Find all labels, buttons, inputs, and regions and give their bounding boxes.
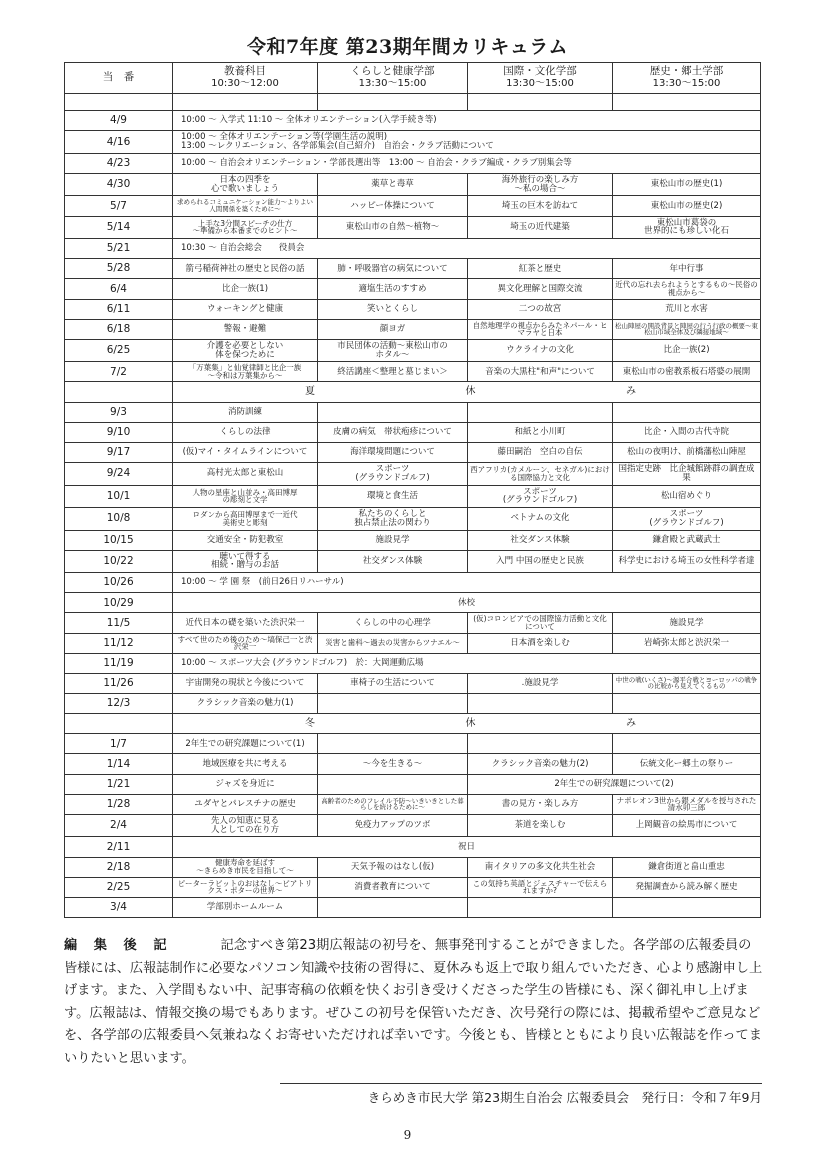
table-row xyxy=(65,857,761,877)
table-row xyxy=(65,814,761,837)
event-cell: 10:00 ～ 自治会オリエンテーション・学部長選出等 13:00 ～ 自治会・クラブ編成・クラブ別集会等 xyxy=(173,153,761,173)
course-cell: 消防訓練 xyxy=(173,402,318,422)
course-cell: ～今を生きる～ xyxy=(318,754,468,774)
course-cell: 年中行事 xyxy=(613,259,761,279)
row-date xyxy=(65,94,173,111)
table-row xyxy=(65,897,761,917)
course-cell: ハッピー体操について xyxy=(318,196,468,216)
table-header xyxy=(65,63,761,94)
table-row xyxy=(65,216,761,239)
course-cell: 茶道を楽しむ xyxy=(468,814,613,837)
row-date: 5/7 xyxy=(65,196,173,216)
course-cell: 皮膚の病気 帯状疱疹について xyxy=(318,422,468,442)
table-row xyxy=(65,530,761,550)
holiday-cell: 祝日 xyxy=(173,837,761,857)
course-cell xyxy=(468,734,613,754)
vacation-char: み xyxy=(626,717,638,729)
course-cell: 求められるコミュニケーション能力～よりよい人間関係を築くために～ xyxy=(173,196,318,216)
vacation-char: み xyxy=(626,385,638,397)
course-cell: 天気予報のはなし(仮) xyxy=(318,857,468,877)
header-duty: 当 番 xyxy=(65,63,173,94)
course-cell: 2年生での研究課題について(1) xyxy=(173,734,318,754)
table-row xyxy=(65,259,761,279)
row-date: 11/12 xyxy=(65,633,173,653)
course-cell xyxy=(318,897,468,917)
table-row xyxy=(65,239,761,259)
course-cell xyxy=(318,402,468,422)
table-row xyxy=(65,362,761,382)
course-cell: 松山宿めぐり xyxy=(613,485,761,508)
course-cell: 比企・入間の古代寺院 xyxy=(613,422,761,442)
event-cell: 10:00 ～ 入学式 11:10 ～ 全体オリエンテーション(入学手続き等) xyxy=(173,111,761,131)
row-date: 1/21 xyxy=(65,774,173,794)
holiday-cell: 休校 xyxy=(173,593,761,613)
row-date: 4/9 xyxy=(65,111,173,131)
course-cell: 発掘調査から読み解く歴史 xyxy=(613,877,761,897)
table-row xyxy=(65,111,761,131)
row-date: 12/3 xyxy=(65,694,173,714)
row-date: 9/3 xyxy=(65,402,173,422)
course-cell: ロダンから高田博厚まで一近代 美術史と彫刻 xyxy=(173,508,318,531)
row-date: 4/23 xyxy=(65,153,173,173)
course-cell: 東松山市葛袋の 世界的にも珍しい化石 xyxy=(613,216,761,239)
table-row xyxy=(65,299,761,319)
course-cell: スポーツ (グラウンドゴルフ) xyxy=(468,485,613,508)
course-cell: 先人の知恵に見る 人としての在り方 xyxy=(173,814,318,837)
row-date: 6/25 xyxy=(65,339,173,362)
table-row xyxy=(65,734,761,754)
table-row xyxy=(65,593,761,613)
table-row xyxy=(65,382,761,402)
table-row xyxy=(65,794,761,814)
course-cell: すべて世のため後のため～塙保己一と渋沢栄一 xyxy=(173,633,318,653)
row-date: 10/1 xyxy=(65,485,173,508)
course-cell: この気持ち英語とジェスチャーで伝えられますか? xyxy=(468,877,613,897)
course-cell: 近代の忘れ去られようとするもの～民俗の視点から～ xyxy=(613,279,761,299)
course-cell: ナポレオン3世から銀メダルを授与された清水卯三郎 xyxy=(613,794,761,814)
course-cell xyxy=(468,694,613,714)
course-cell: 高齢者のためのフレイル予防～いきいきとした暮らしを続けるために～ xyxy=(318,794,468,814)
course-cell: 近代日本の礎を築いた渋沢栄一 xyxy=(173,613,318,633)
course-cell: 東松山市の歴史(1) xyxy=(613,173,761,196)
course-cell: スポーツ (グラウンドゴルフ) xyxy=(613,508,761,531)
event-cell: 10:00 ～ 全体オリエンテーション等(学園生活の説明) 13:00 ～レクリエーション、各学部集会(自己紹介) 自治会・クラブ活動について xyxy=(173,131,761,154)
course-cell: 鎌倉殿と武蔵武士 xyxy=(613,530,761,550)
course-cell: 藤田嗣治 空白の自伝 xyxy=(468,442,613,462)
row-date: 4/30 xyxy=(65,173,173,196)
course-cell: 環境と食生活 xyxy=(318,485,468,508)
empty-cell xyxy=(173,94,318,111)
course-cell: 国指定史跡 比企城館跡群の調査成果 xyxy=(613,463,761,486)
table-row xyxy=(65,508,761,531)
row-date: 2/4 xyxy=(65,814,173,837)
course-cell: 介護を必要としない 体を保つために xyxy=(173,339,318,362)
course-cell: 学部別ホームルーム xyxy=(173,897,318,917)
course-cell: 私たちのくらしと 独占禁止法の関わり xyxy=(318,508,468,531)
row-date: 10/22 xyxy=(65,550,173,573)
row-date: 5/21 xyxy=(65,239,173,259)
event-cell: 10:30 ～ 自治会総会 役員会 xyxy=(173,239,761,259)
course-cell: 健康寿命を延ばす ～きらめき市民を目指して～ xyxy=(173,857,318,877)
row-date: 2/18 xyxy=(65,857,173,877)
table-row xyxy=(65,613,761,633)
row-date: 11/5 xyxy=(65,613,173,633)
publisher-line: きらめき市民大学 第23期生自治会 広報委員会 発行日：令和７年9月 xyxy=(367,1090,762,1105)
course-cell: スポーツ (グラウンドゴルフ) xyxy=(318,463,468,486)
course-cell xyxy=(613,402,761,422)
vacation-char: 休 xyxy=(465,717,478,729)
course-cell: 音楽の大黒柱"和声"について xyxy=(468,362,613,382)
row-date: 3/4 xyxy=(65,897,173,917)
row-date: 1/28 xyxy=(65,794,173,814)
course-cell: 警報・避難 xyxy=(173,319,318,339)
course-cell xyxy=(318,774,468,794)
row-date: 10/8 xyxy=(65,508,173,531)
postscript-heading: 編 集 後 記 xyxy=(64,938,173,953)
table-row xyxy=(65,754,761,774)
event-cell: 10:00 ～ 学 園 祭 (前日26日リハーサル) xyxy=(173,573,761,593)
course-cell xyxy=(468,402,613,422)
table-row xyxy=(65,633,761,653)
table-row xyxy=(65,550,761,573)
table-row xyxy=(65,573,761,593)
course-cell: 顔ヨガ xyxy=(318,319,468,339)
row-date: 2/11 xyxy=(65,837,173,857)
course-cell: ウォーキングと健康 xyxy=(173,299,318,319)
curriculum-table xyxy=(64,62,761,918)
course-cell: 西アフリカ(カメルーン、セネガル)における国際協力と文化 xyxy=(468,463,613,486)
course-cell: 車椅子の生活について xyxy=(318,673,468,693)
table-row xyxy=(65,131,761,154)
row-date: 11/26 xyxy=(65,673,173,693)
table-row xyxy=(65,94,761,111)
course-cell: クラシック音楽の魅力(1) xyxy=(173,694,318,714)
page-number: 9 xyxy=(403,1128,412,1142)
course-cell: 笑いとくらし xyxy=(318,299,468,319)
course-cell: ピーターラビットのおはなし～ビアトリクス・ポターの世界～ xyxy=(173,877,318,897)
course-cell: 東松山市の密教系板石塔婆の展開 xyxy=(613,362,761,382)
course-cell: 科学史における埼玉の女性科学者達 xyxy=(613,550,761,573)
course-cell: 異文化理解と国際交流 xyxy=(468,279,613,299)
course-cell: 箭弓稲荷神社の歴史と民俗の話 xyxy=(173,259,318,279)
table-row xyxy=(65,673,761,693)
course-cell: 中世の戦(いくさ)～源平合戦とヨーロッパの戦争の比較から見えてくるもの xyxy=(613,673,761,693)
course-cell: 災害と歯科～過去の災害からツナエル～ xyxy=(318,633,468,653)
empty-cell xyxy=(468,94,613,111)
vacation-char: 休 xyxy=(465,385,478,397)
course-cell: 施設見学 xyxy=(613,613,761,633)
course-cell: .施設見学 xyxy=(468,673,613,693)
table-row xyxy=(65,279,761,299)
table-row xyxy=(65,653,761,673)
editor-postscript xyxy=(64,935,764,1071)
course-cell: 聴いて得する 相続・贈与のお話 xyxy=(173,550,318,573)
row-date: 9/10 xyxy=(65,422,173,442)
course-cell xyxy=(318,734,468,754)
table-row xyxy=(65,402,761,422)
course-cell: 東松山市の自然～植物～ xyxy=(318,216,468,239)
course-cell: 比企一族(2) xyxy=(613,339,761,362)
row-date: 6/18 xyxy=(65,319,173,339)
course-cell: 終活講座＜整理と墓じまい＞ xyxy=(318,362,468,382)
course-cell xyxy=(613,734,761,754)
course-cell: クラシック音楽の魅力(2) xyxy=(468,754,613,774)
course-cell: 松山陣屋の開設背景と陣屋の行う行政の概要～東松山市域全体及び隣接地域～ xyxy=(613,319,761,339)
course-cell: 地域医療を共に考える xyxy=(173,754,318,774)
course-cell: 上岡観音の絵馬市について xyxy=(613,814,761,837)
course-cell: 高村光太郎と東松山 xyxy=(173,463,318,486)
course-cell: 南イタリアの多文化共生社会 xyxy=(468,857,613,877)
vacation-char: 夏 xyxy=(305,385,317,397)
vacation-cell xyxy=(173,382,761,402)
course-cell: 日本の四季を 心で歌いましょう xyxy=(173,173,318,196)
course-cell xyxy=(613,897,761,917)
course-cell: 松山の夜明け、前橋藩松山陣屋 xyxy=(613,442,761,462)
course-cell: 2年生での研究課題について(2) xyxy=(468,774,761,794)
course-cell: 社交ダンス体験 xyxy=(468,530,613,550)
course-cell: 岩崎弥太郎と渋沢栄一 xyxy=(613,633,761,653)
course-cell: 書の見方・楽しみ方 xyxy=(468,794,613,814)
course-cell: 適塩生活のすすめ xyxy=(318,279,468,299)
row-date: 1/7 xyxy=(65,734,173,754)
course-cell xyxy=(318,694,468,714)
row-date: 10/29 xyxy=(65,593,173,613)
row-date: 10/26 xyxy=(65,573,173,593)
course-cell: ウクライナの文化 xyxy=(468,339,613,362)
course-cell: 上手な3分間スピーチの仕方 ～準備から本番までのヒント～ xyxy=(173,216,318,239)
footer-divider xyxy=(280,1083,762,1084)
course-cell: 海外旅行の楽しみ方 ～私の場合～ xyxy=(468,173,613,196)
course-cell: 市民団体の活動～東松山市の ホタル～ xyxy=(318,339,468,362)
course-cell: 肺・呼吸器官の病気について xyxy=(318,259,468,279)
course-cell: 施設見学 xyxy=(318,530,468,550)
row-date: 10/15 xyxy=(65,530,173,550)
course-cell: 埼玉の近代建築 xyxy=(468,216,613,239)
course-cell: 伝統文化ー郷土の祭りー xyxy=(613,754,761,774)
row-date: 9/17 xyxy=(65,442,173,462)
course-cell xyxy=(613,694,761,714)
table-row xyxy=(65,694,761,714)
row-date: 5/14 xyxy=(65,216,173,239)
row-date: 4/16 xyxy=(65,131,173,154)
course-cell xyxy=(468,897,613,917)
course-cell: 比企一族(1) xyxy=(173,279,318,299)
course-cell: 紅茶と歴史 xyxy=(468,259,613,279)
table-row xyxy=(65,196,761,216)
course-cell: 消費者教育について xyxy=(318,877,468,897)
row-date: 7/2 xyxy=(65,362,173,382)
row-date: 6/4 xyxy=(65,279,173,299)
course-cell: (仮)マイ・タイムラインについて xyxy=(173,442,318,462)
header-rekishi: 歴史・郷土学部 13:30～15:00 xyxy=(613,63,761,94)
course-cell: 二つの故宮 xyxy=(468,299,613,319)
vacation-char: 冬 xyxy=(305,717,317,729)
table-row xyxy=(65,422,761,442)
table-row xyxy=(65,714,761,734)
row-date: 9/24 xyxy=(65,463,173,486)
course-cell: 海洋環境問題について xyxy=(318,442,468,462)
table-row xyxy=(65,442,761,462)
table-row xyxy=(65,463,761,486)
course-cell: 日本酒を楽しむ xyxy=(468,633,613,653)
table-row xyxy=(65,877,761,897)
course-cell: 東松山市の歴史(2) xyxy=(613,196,761,216)
course-cell: 免疫力アップのツボ xyxy=(318,814,468,837)
course-cell: 和紙と小川町 xyxy=(468,422,613,442)
vacation-cell xyxy=(173,714,761,734)
table-row xyxy=(65,153,761,173)
row-date xyxy=(65,382,173,402)
course-cell: 人物の星座と山並み・高田博厚 の彫刻と文学 xyxy=(173,485,318,508)
course-cell: 自然地理学の視点からみたネパール・ヒマラヤと日本 xyxy=(468,319,613,339)
course-cell: ベトナムの文化 xyxy=(468,508,613,531)
table-row xyxy=(65,339,761,362)
empty-cell xyxy=(318,94,468,111)
table-body xyxy=(65,94,761,918)
course-cell: 入門 中国の歴史と民族 xyxy=(468,550,613,573)
course-cell: 鎌倉街道と畠山重忠 xyxy=(613,857,761,877)
row-date: 6/11 xyxy=(65,299,173,319)
header-kurashi: くらしと健康学部 13:30～15:00 xyxy=(318,63,468,94)
course-cell: ユダヤとパレスチナの歴史 xyxy=(173,794,318,814)
table-row xyxy=(65,485,761,508)
course-cell: 「万葉集」と仙覚律師と比企一族 ～令和は万葉集から～ xyxy=(173,362,318,382)
row-date: 2/25 xyxy=(65,877,173,897)
course-cell: (仮)コロンビアでの国際協力活動と文化について xyxy=(468,613,613,633)
table-row xyxy=(65,774,761,794)
course-cell: 社交ダンス体験 xyxy=(318,550,468,573)
course-cell: くらしの法律 xyxy=(173,422,318,442)
course-cell: 薬草と毒草 xyxy=(318,173,468,196)
table-row xyxy=(65,173,761,196)
course-cell: 荒川と水害 xyxy=(613,299,761,319)
header-kokusai: 国際・文化学部 13:30～15:00 xyxy=(468,63,613,94)
page-title: 令和7年度 第23期年間カリキュラム xyxy=(246,36,569,58)
event-cell: 10:00 ～ スポーツ大会 (グラウンドゴルフ) 於：大岡運動広場 xyxy=(173,653,761,673)
table-row xyxy=(65,319,761,339)
header-kyoyo: 教養科目 10:30～12:00 xyxy=(173,63,318,94)
row-date: 1/14 xyxy=(65,754,173,774)
course-cell: 交通安全・防犯教室 xyxy=(173,530,318,550)
row-date xyxy=(65,714,173,734)
course-cell: 宇宙開発の現状と今後について xyxy=(173,673,318,693)
postscript-body: 記念すべき第23期広報誌の初号を、無事発刊することができました。各学部の広報委員の皆様には、広報誌制作に必要なパソコン知識や技術の習得に、夏休みも返上で取り組んでいただき、心より感謝申し上げます。また、入学間もない中、記事寄稿の依頼を快くお引き受けくださった学生の皆様にも、深く御礼申し上げます。広報誌は、情報交換の場でもあります。ぜひこの初号を保管いただき、次号発行の際には、掲載希望やご意見などを、各学部の広報委員へ気兼ねなくお寄せいただければ幸いです。今後とも、皆様とともにより良い広報誌を作ってまいりたいと思います。 xyxy=(64,938,763,1066)
course-cell: ジャズを身近に xyxy=(173,774,318,794)
row-date: 11/19 xyxy=(65,653,173,673)
row-date: 5/28 xyxy=(65,259,173,279)
course-cell: 埼玉の巨木を訪ねて xyxy=(468,196,613,216)
empty-cell xyxy=(613,94,761,111)
course-cell: くらしの中の心理学 xyxy=(318,613,468,633)
table-row xyxy=(65,837,761,857)
